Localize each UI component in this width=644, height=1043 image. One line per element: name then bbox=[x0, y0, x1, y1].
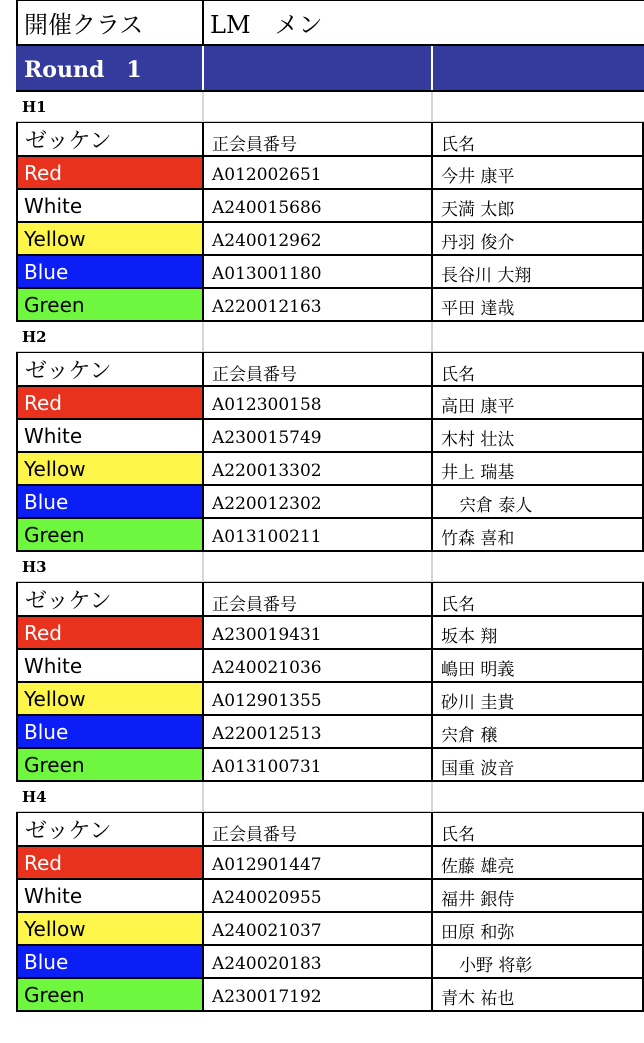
bib-color-cell: Blue bbox=[16, 716, 202, 747]
round-empty-cell bbox=[431, 46, 644, 90]
member-number-cell: A012300158 bbox=[202, 387, 431, 418]
heat-block bbox=[16, 782, 644, 1012]
bib-color-cell: Red bbox=[16, 387, 202, 418]
heat-empty-cell bbox=[431, 782, 644, 811]
member-number-cell: A013001180 bbox=[202, 256, 431, 287]
racer-name-cell: 宍倉 穣 bbox=[431, 716, 644, 747]
member-no-column-header: 正会員番号 bbox=[202, 583, 431, 615]
racer-name-cell: 竹森 喜和 bbox=[431, 519, 644, 550]
racer-row bbox=[16, 650, 644, 683]
racer-row bbox=[16, 519, 644, 552]
racer-name-cell: 福井 銀侍 bbox=[431, 880, 644, 911]
name-column-header: 氏名 bbox=[431, 813, 644, 845]
heat-label: H1 bbox=[22, 97, 47, 116]
member-number-cell: A240021037 bbox=[202, 913, 431, 944]
racer-row bbox=[16, 946, 644, 979]
bib-color-cell: White bbox=[16, 650, 202, 681]
member-no-column-header: 正会員番号 bbox=[202, 353, 431, 385]
racer-row bbox=[16, 157, 644, 190]
bib-color-cell: Green bbox=[16, 749, 202, 780]
member-number-cell: A013100211 bbox=[202, 519, 431, 550]
name-column-header: 氏名 bbox=[431, 123, 644, 155]
racer-name-cell: 今井 康平 bbox=[431, 157, 644, 188]
class-title-row bbox=[16, 0, 644, 46]
heat-empty-cell bbox=[431, 322, 644, 351]
racer-row bbox=[16, 683, 644, 716]
member-no-column-header: 正会員番号 bbox=[202, 123, 431, 155]
bib-color-cell: Green bbox=[16, 519, 202, 550]
racer-name-cell: 佐藤 雄亮 bbox=[431, 847, 644, 878]
column-header-row bbox=[16, 812, 644, 847]
member-number-cell: A230019431 bbox=[202, 617, 431, 648]
racer-name-cell: 平田 達哉 bbox=[431, 289, 644, 320]
heat-label: H4 bbox=[22, 787, 47, 806]
round-label: Round 1 bbox=[24, 56, 142, 83]
racer-row bbox=[16, 486, 644, 519]
racer-row bbox=[16, 716, 644, 749]
bib-color-cell: Blue bbox=[16, 946, 202, 977]
heat-block bbox=[16, 322, 644, 552]
bib-column-header: ゼッケン bbox=[16, 813, 202, 845]
column-header-row bbox=[16, 122, 644, 157]
racer-name-cell: 宍倉 泰人 bbox=[431, 486, 644, 517]
racer-row bbox=[16, 913, 644, 946]
heat-empty-cell bbox=[202, 782, 431, 811]
member-number-cell: A240020955 bbox=[202, 880, 431, 911]
member-number-cell: A220012163 bbox=[202, 289, 431, 320]
bib-color-cell: Red bbox=[16, 847, 202, 878]
heat-empty-cell bbox=[202, 322, 431, 351]
heat-label-row bbox=[16, 322, 644, 352]
racer-name-cell: 丹羽 俊介 bbox=[431, 223, 644, 254]
racer-name-cell: 木村 壮汰 bbox=[431, 420, 644, 451]
heat-block bbox=[16, 92, 644, 322]
member-number-cell: A012901447 bbox=[202, 847, 431, 878]
heats-container bbox=[16, 92, 644, 1012]
member-number-cell: A230015749 bbox=[202, 420, 431, 451]
member-number-cell: A240012962 bbox=[202, 223, 431, 254]
racer-name-cell: 天満 太郎 bbox=[431, 190, 644, 221]
racer-row bbox=[16, 256, 644, 289]
name-column-header: 氏名 bbox=[431, 353, 644, 385]
heat-label-row bbox=[16, 552, 644, 582]
racer-name-cell: 国重 波音 bbox=[431, 749, 644, 780]
bib-color-cell: Green bbox=[16, 289, 202, 320]
racer-row bbox=[16, 190, 644, 223]
racer-name-cell: 嶋田 明義 bbox=[431, 650, 644, 681]
racer-name-cell: 坂本 翔 bbox=[431, 617, 644, 648]
name-column-header: 氏名 bbox=[431, 583, 644, 615]
heat-empty-cell bbox=[431, 92, 644, 121]
bib-column-header: ゼッケン bbox=[16, 583, 202, 615]
racer-row bbox=[16, 387, 644, 420]
racer-name-cell: 高田 康平 bbox=[431, 387, 644, 418]
bib-color-cell: White bbox=[16, 420, 202, 451]
member-no-column-header: 正会員番号 bbox=[202, 813, 431, 845]
heat-sheet-table bbox=[16, 0, 644, 1012]
heat-label-row bbox=[16, 782, 644, 812]
member-number-cell: A012002651 bbox=[202, 157, 431, 188]
class-value: LM メン bbox=[202, 1, 431, 44]
member-number-cell: A012901355 bbox=[202, 683, 431, 714]
racer-row bbox=[16, 979, 644, 1012]
heat-label-row bbox=[16, 92, 644, 122]
round-empty-cell bbox=[202, 46, 431, 90]
racer-row bbox=[16, 749, 644, 782]
member-number-cell: A240021036 bbox=[202, 650, 431, 681]
member-number-cell: A230017192 bbox=[202, 979, 431, 1010]
racer-name-cell: 長谷川 大翔 bbox=[431, 256, 644, 287]
heat-block bbox=[16, 552, 644, 782]
heat-empty-cell bbox=[202, 92, 431, 121]
member-number-cell: A220012302 bbox=[202, 486, 431, 517]
bib-color-cell: Red bbox=[16, 617, 202, 648]
bib-color-cell: Green bbox=[16, 979, 202, 1010]
racer-row bbox=[16, 289, 644, 322]
column-header-row bbox=[16, 582, 644, 617]
heat-label: H2 bbox=[22, 327, 47, 346]
racer-name-cell: 井上 瑞基 bbox=[431, 453, 644, 484]
bib-color-cell: Yellow bbox=[16, 453, 202, 484]
racer-name-cell: 小野 将彰 bbox=[431, 946, 644, 977]
racer-row bbox=[16, 420, 644, 453]
racer-row bbox=[16, 223, 644, 256]
member-number-cell: A240020183 bbox=[202, 946, 431, 977]
heat-empty-cell bbox=[431, 552, 644, 581]
heat-empty-cell bbox=[202, 552, 431, 581]
column-header-row bbox=[16, 352, 644, 387]
bib-color-cell: White bbox=[16, 190, 202, 221]
heat-label: H3 bbox=[22, 557, 47, 576]
bib-color-cell: Blue bbox=[16, 486, 202, 517]
bib-color-cell: Yellow bbox=[16, 913, 202, 944]
member-number-cell: A013100731 bbox=[202, 749, 431, 780]
racer-name-cell: 青木 祐也 bbox=[431, 979, 644, 1010]
bib-color-cell: Yellow bbox=[16, 223, 202, 254]
racer-row bbox=[16, 847, 644, 880]
racer-name-cell: 田原 和弥 bbox=[431, 913, 644, 944]
round-header-row bbox=[16, 46, 644, 92]
member-number-cell: A220013302 bbox=[202, 453, 431, 484]
racer-row bbox=[16, 617, 644, 650]
member-number-cell: A240015686 bbox=[202, 190, 431, 221]
bib-color-cell: Red bbox=[16, 157, 202, 188]
class-label: 開催クラス bbox=[16, 1, 202, 44]
bib-color-cell: White bbox=[16, 880, 202, 911]
title-empty-cell bbox=[431, 1, 644, 44]
racer-name-cell: 砂川 圭貴 bbox=[431, 683, 644, 714]
bib-column-header: ゼッケン bbox=[16, 123, 202, 155]
bib-column-header: ゼッケン bbox=[16, 353, 202, 385]
bib-color-cell: Yellow bbox=[16, 683, 202, 714]
racer-row bbox=[16, 880, 644, 913]
bib-color-cell: Blue bbox=[16, 256, 202, 287]
member-number-cell: A220012513 bbox=[202, 716, 431, 747]
racer-row bbox=[16, 453, 644, 486]
